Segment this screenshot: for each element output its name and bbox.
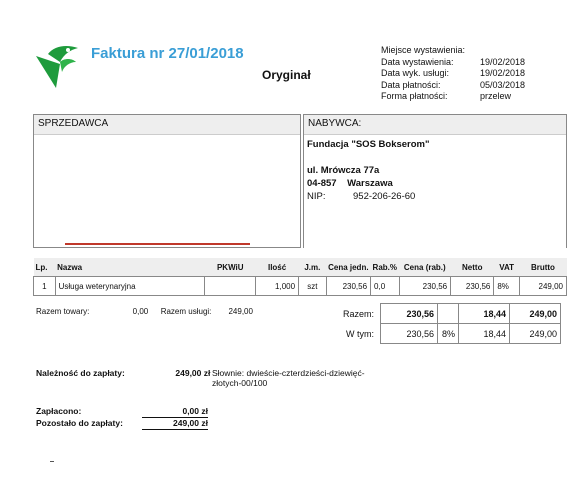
col-gross: Brutto bbox=[519, 258, 566, 277]
amount-due-value: 249,00 zł bbox=[175, 368, 211, 378]
paid-label: Zapłacono: bbox=[36, 406, 82, 416]
table-row bbox=[34, 277, 567, 296]
cell-net: 230,56 bbox=[451, 277, 494, 296]
buyer-name: Fundacja "SOS Bokserom" bbox=[307, 139, 430, 150]
meta-value: 19/02/2018 bbox=[480, 68, 526, 78]
meta-label: Data wyk. usługi: bbox=[381, 68, 450, 78]
summary-incl-label: W tym: bbox=[346, 328, 374, 339]
cell-discounted-price: 230,56 bbox=[399, 277, 451, 296]
col-pkwiu: PKWiU bbox=[205, 258, 256, 277]
meta-row-payment-method bbox=[381, 91, 540, 103]
buyer-nip-label: NIP: bbox=[307, 191, 326, 202]
meta-value: przelew bbox=[480, 91, 512, 101]
buyer-street: ul. Mrówcza 77a bbox=[307, 165, 380, 176]
items-table bbox=[33, 258, 567, 296]
summary-total-vat-rate bbox=[438, 304, 459, 324]
buyer-nip: 952-206-26-60 bbox=[353, 191, 416, 202]
buyer-postal: 04-857 bbox=[307, 178, 337, 189]
payment-status bbox=[36, 406, 208, 430]
vat-summary-table bbox=[333, 303, 561, 344]
buyer-city: Warszawa bbox=[347, 178, 393, 189]
meta-value: 05/03/2018 bbox=[480, 79, 526, 90]
buyer-city-line bbox=[307, 177, 563, 190]
col-unit-price: Cena jedn. bbox=[326, 258, 370, 277]
meta-value: 19/02/2018 bbox=[480, 56, 526, 67]
summary-incl-net: 230,56 bbox=[381, 324, 438, 344]
cell-unit: szt bbox=[299, 277, 327, 296]
buyer-heading: NABYWCA: bbox=[304, 115, 566, 135]
amount-in-words: Słownie: dwieście-czterdzieści-dziewięć-złotych-00/100 bbox=[212, 368, 365, 388]
meta-label: Data płatności: bbox=[381, 79, 441, 90]
meta-row-place bbox=[381, 45, 540, 57]
meta-row-payment-date bbox=[381, 80, 540, 92]
remaining-label: Pozostało do zapłaty: bbox=[36, 418, 123, 428]
amount-due bbox=[36, 368, 210, 378]
summary-total-vat: 18,44 bbox=[459, 304, 510, 324]
services-total-value: 249,00 bbox=[228, 307, 253, 316]
col-lp: Lp. bbox=[34, 258, 56, 277]
invoice-title: Faktura nr 27/01/2018 bbox=[91, 45, 244, 62]
col-net: Netto bbox=[451, 258, 494, 277]
items-header-row bbox=[34, 258, 567, 277]
copy-label: Oryginał bbox=[262, 68, 311, 82]
summary-total-row bbox=[333, 304, 561, 324]
remaining-row bbox=[36, 418, 208, 430]
seller-box bbox=[33, 114, 301, 248]
goods-total-value: 0,00 bbox=[132, 307, 149, 316]
summary-total-net: 230,56 bbox=[381, 304, 438, 324]
cell-qty: 1,000 bbox=[256, 277, 299, 296]
col-name: Nazwa bbox=[55, 258, 205, 277]
meta-value bbox=[480, 45, 540, 57]
meta-row-service-date bbox=[381, 68, 540, 80]
amount-due-label: Należność do zapłaty: bbox=[36, 368, 125, 378]
cell-vat: 8% bbox=[494, 277, 520, 296]
col-qty: Ilość bbox=[256, 258, 299, 277]
meta-row-issue-date bbox=[381, 57, 540, 69]
cell-lp: 1 bbox=[34, 277, 56, 296]
company-logo bbox=[34, 42, 80, 90]
summary-total-label: Razem: bbox=[342, 308, 374, 319]
totals-by-type bbox=[36, 307, 253, 316]
services-total-label: Razem usługi: bbox=[160, 307, 212, 316]
footer-dash bbox=[50, 461, 54, 462]
col-discount: Rab.% bbox=[371, 258, 399, 277]
paid-value: 0,00 zł bbox=[142, 406, 208, 418]
seller-underline bbox=[65, 243, 250, 245]
invoice-meta bbox=[381, 45, 540, 103]
meta-label: Forma płatności: bbox=[381, 91, 448, 101]
summary-incl-row bbox=[333, 324, 561, 344]
meta-label: Data wystawienia: bbox=[381, 56, 454, 67]
meta-label: Miejsce wystawienia: bbox=[381, 45, 466, 55]
cell-pkwiu bbox=[205, 277, 256, 296]
buyer-box bbox=[303, 114, 567, 248]
summary-incl-gross: 249,00 bbox=[510, 324, 561, 344]
cell-gross: 249,00 bbox=[519, 277, 566, 296]
buyer-nip-row bbox=[307, 190, 563, 203]
buyer-details bbox=[304, 135, 566, 206]
col-vat: VAT bbox=[494, 258, 520, 277]
seller-heading: SPRZEDAWCA bbox=[34, 115, 300, 135]
cell-unit-price: 230,56 bbox=[326, 277, 370, 296]
remaining-value: 249,00 zł bbox=[142, 418, 208, 430]
paid-row bbox=[36, 406, 208, 418]
summary-incl-vat: 18,44 bbox=[459, 324, 510, 344]
cell-discount: 0,0 bbox=[371, 277, 399, 296]
summary-incl-vat-rate: 8% bbox=[438, 324, 459, 344]
summary-total-gross: 249,00 bbox=[510, 304, 561, 324]
col-unit: J.m. bbox=[299, 258, 327, 277]
goods-total-label: Razem towary: bbox=[36, 307, 90, 316]
col-discounted-price: Cena (rab.) bbox=[399, 258, 451, 277]
cell-name: Usługa weterynaryjna bbox=[55, 277, 205, 296]
